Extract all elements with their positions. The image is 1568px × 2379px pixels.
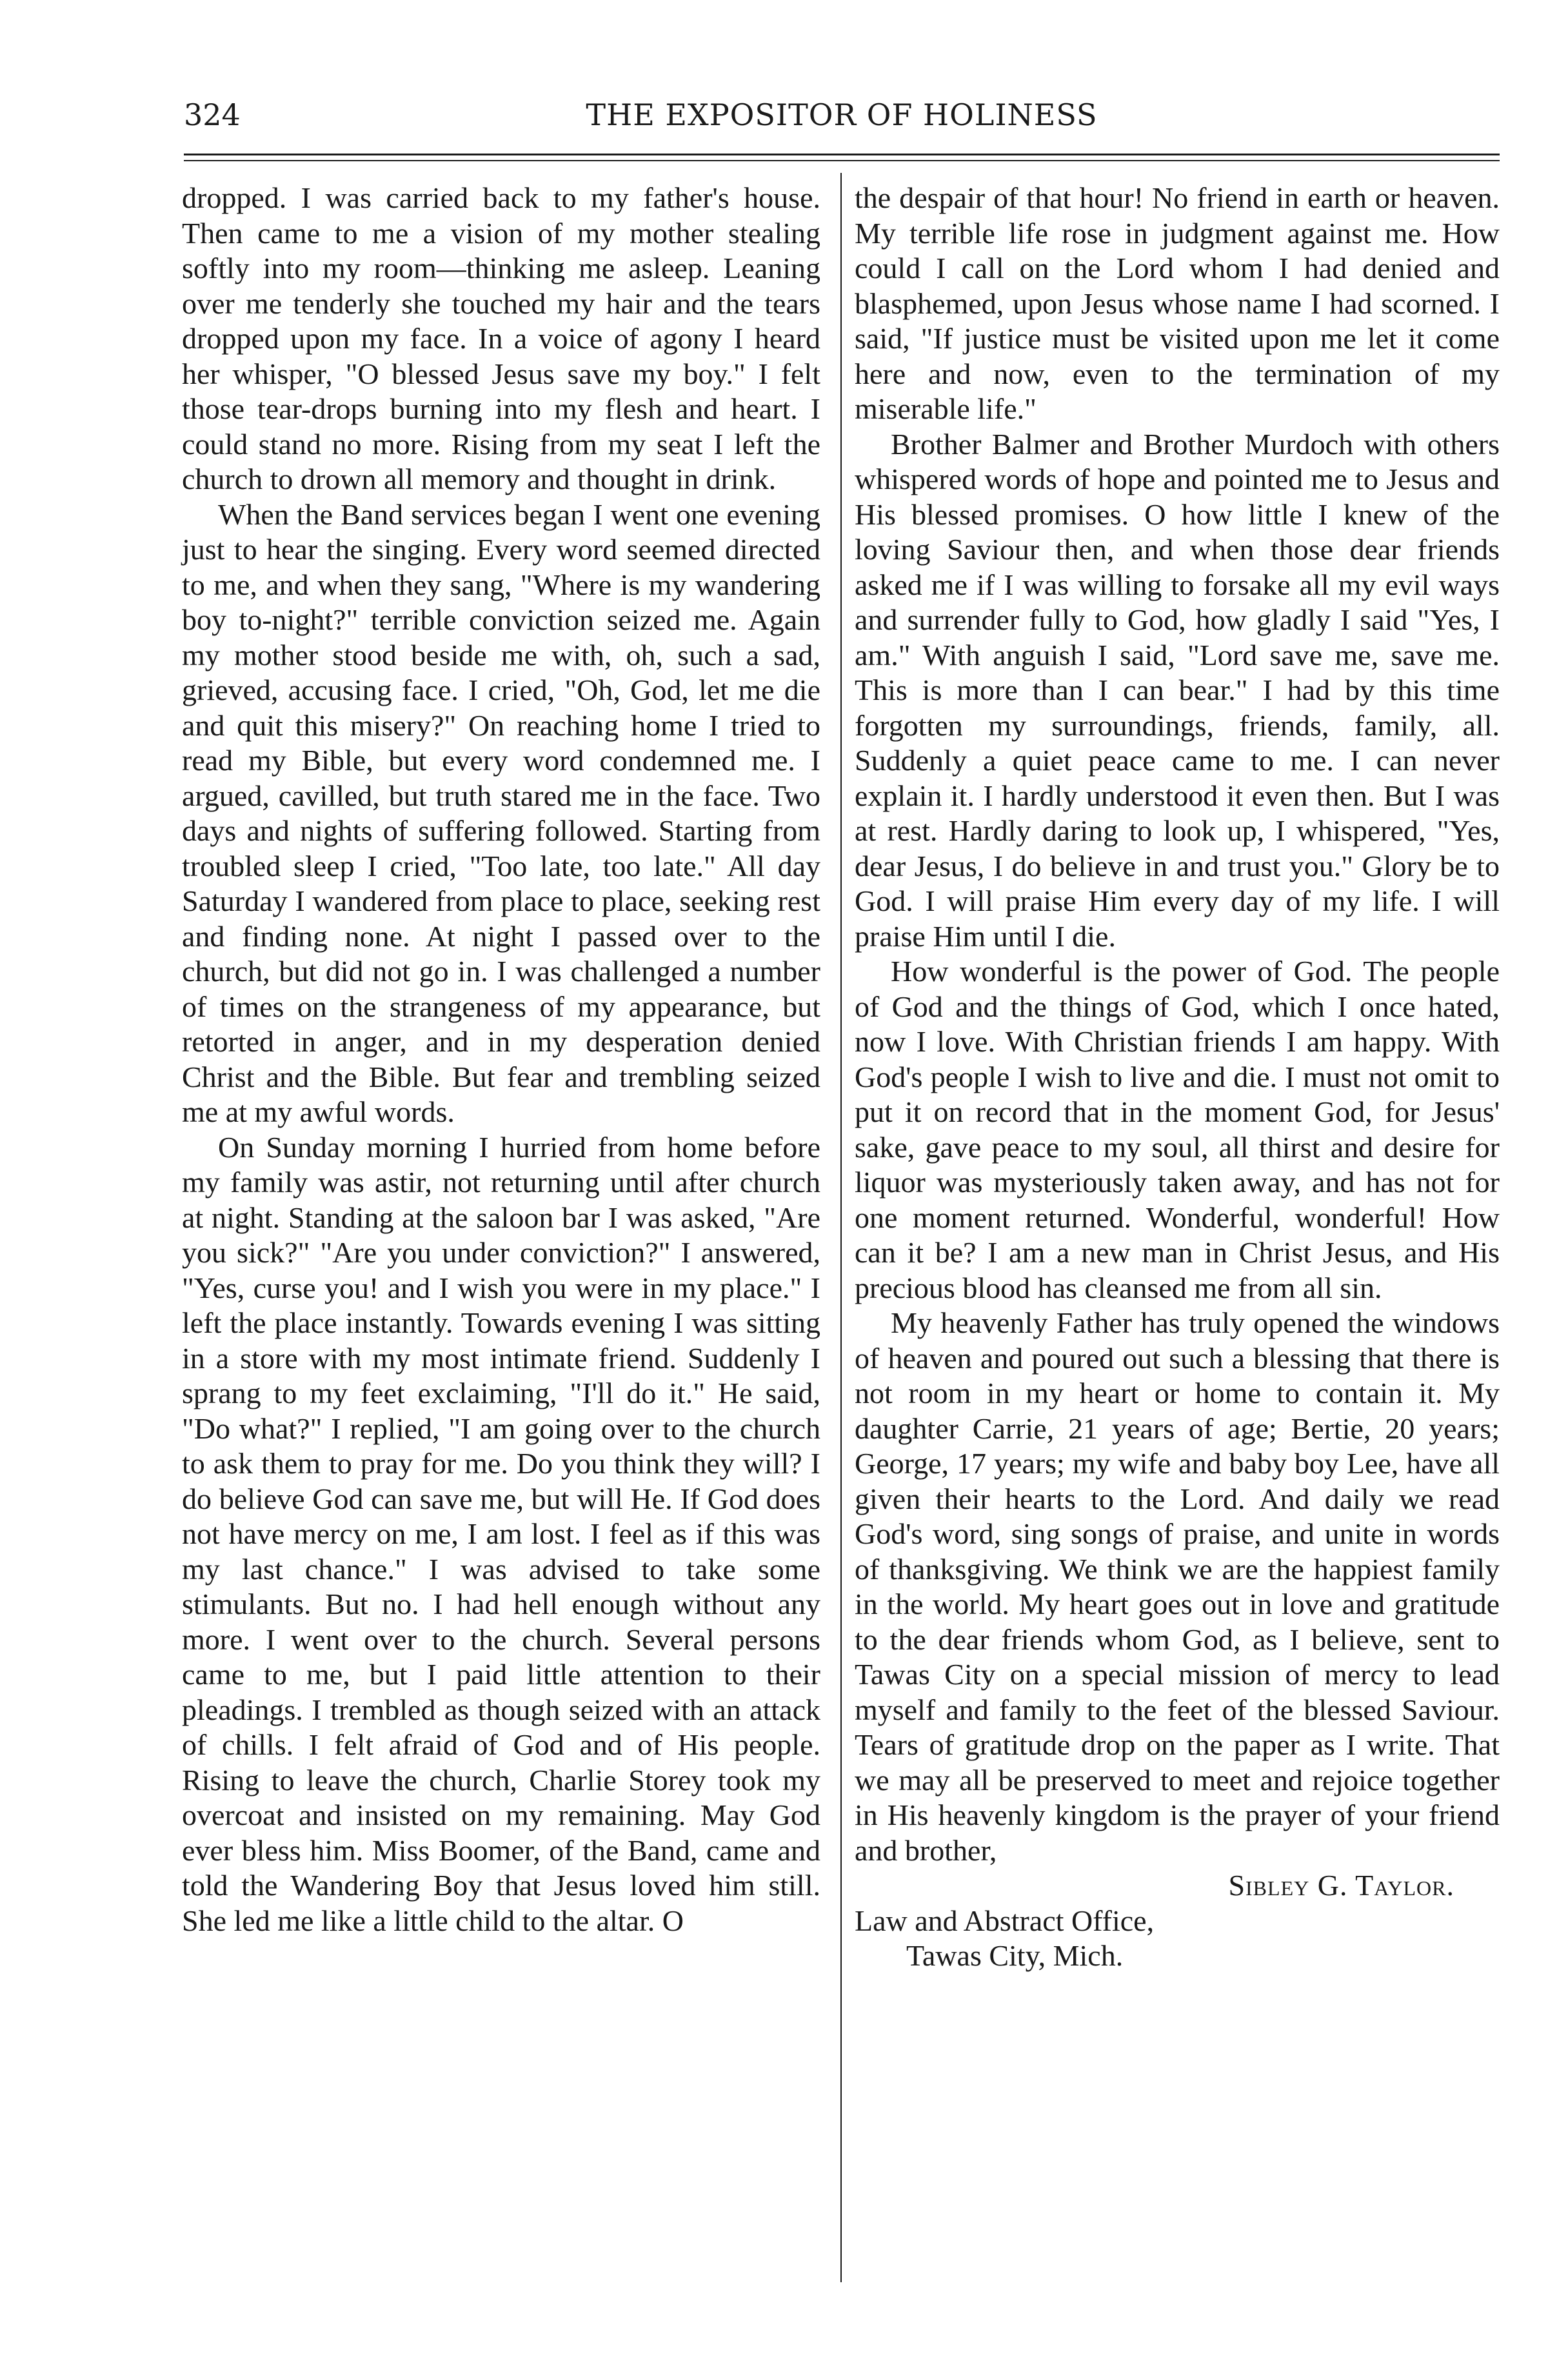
paragraph: the despair of that hour! No friend in earth or heaven. My terrible life rose in judgment against me. How could I call on the Lord whom I had denied and blasphemed, upon Jesus whose name I had scorned. I said, "If justice must be visited upon me let it come here and now, even to the termination of my miserable life." — [855, 181, 1500, 425]
paragraph: When the Band services began I went one evening just to hear the singing. Every word seemed directed to me, and when they sang, "Where is my wandering boy to-night?" terrible conviction seized me. Again my mother stood beside me with, oh, such a sad, grieved, accusing face. I cried, "Oh, God, let me die and quit this misery?" On reaching home I tried to read my Bible, but every word condemned me. I argued, cavilled, but truth stared me in the face. Two days and nights of suffering followed. Starting from troubled sleep I cried, "Too late, too late." All day Saturday I wandered from place to place, seeking rest and finding none. At night I passed over to the church, but did not go in. I was challenged a number of times on the strangeness of my appearance, but retorted in anger, and in my desperation denied Christ and the Bible. But fear and trembling seized me at my awful words. — [182, 497, 820, 1128]
column-divider — [840, 173, 842, 2282]
header-rule-bottom — [184, 160, 1500, 161]
paragraph: On Sunday morning I hurried from home before my family was astir, not returning until after church at night. Standing at the saloon bar I was asked, "Are you sick?" "Are you under conviction?" I answered, "Yes, curse you! and I wish you were in my place." I left the place instantly. Towards evening I was sitting in a store with my most intimate friend. Suddenly I sprang to my feet exclaiming, "I'll do it." He said, "Do what?" I replied, "I am going over to the church to ask them to pray for me. Do you think they will? I do believe God can save me, but will He. If God does not have mercy on me, I am lost. I feel as if this was my last chance." I was advised to take some stimulants. But no. I had hell enough without any more. I went over to the church. Several persons came to me, but I paid little attention to their pleadings. I trembled as though seized with an attack of chills. I felt afraid of God and of His people. Rising to leave the church, Charlie Storey took my overcoat and insisted on my remaining. May God ever bless him. Miss Boomer, of the Band, came and told the Wandering Boy that Jesus loved him still. She led me like a little child to the altar. O — [182, 1130, 820, 1937]
signature: Sibley G. Taylor. — [1228, 1869, 1454, 1902]
address-line: Tawas City, Mich. — [906, 1939, 1124, 1972]
left-column — [182, 181, 820, 1938]
paragraph: My heavenly Father has truly opened the windows of heaven and poured out such a blessing that there is not room in my heart or home to contain it. My daughter Carrie, 21 years of age; Bertie, 20 years; George, 17 years; my wife and baby boy Lee, have all given their hearts to the Lord. And daily we read God's word, sing songs of praise, and unite in words of thanksgiving. We think we are the happiest family in the world. My heart goes out in love and gratitude to the dear friends whom God, as I believe, sent to Tawas City on a special mission of mercy to lead myself and family to the feet of the blessed Saviour. Tears of gratitude drop on the paper as I write. That we may all be preserved to meet and rejoice together in His heavenly kingdom is the prayer of your friend and brother, — [855, 1306, 1500, 1867]
running-title: THE EXPOSITOR OF HOLINESS — [586, 97, 1098, 132]
page-header — [184, 94, 1500, 145]
paragraph: dropped. I was carried back to my father's house. Then came to me a vision of my mother stealing softly into my room—thinking me asleep. Leaning over me tenderly she touched my hair and the tears dropped upon my face. In a voice of agony I heard her whisper, "O blessed Jesus save my boy." I felt those tear-drops burning into my flesh and heart. I could stand no more. Rising from my seat I left the church to drown all memory and thought in drink. — [182, 181, 820, 495]
header-rule-top — [184, 154, 1500, 155]
page-number: 324 — [184, 97, 241, 132]
right-column — [855, 181, 1500, 1974]
paragraph: How wonderful is the power of God. The people of God and the things of God, which I once hated, now I love. With Christian friends I am happy. With God's people I wish to live and die. I must not omit to put it on record that in the moment God, for Jesus' sake, gave peace to my soul, all thirst and desire for liquor was mysteriously taken away, and has not for one moment returned. Wonderful, wonderful! How can it be? I am a new man in Christ Jesus, and His precious blood has cleansed me from all sin. — [855, 955, 1500, 1304]
address-line: Law and Abstract Office, — [855, 1904, 1155, 1937]
paragraph: Brother Balmer and Brother Murdoch with others whispered words of hope and pointed me to Jesus and His blessed promises. O how little I knew of the loving Saviour then, and when those dear friends asked me if I was willing to forsake all my evil ways and surrender fully to God, how gladly I said "Yes, I am." With anguish I said, "Lord save me, save me. This is more than I can bear." I had by this time forgotten my surroundings, friends, family, all. Suddenly a quiet peace came to me. I can never explain it. I hardly understood it even then. But I was at rest. Hardly daring to look up, I whispered, "Yes, dear Jesus, I do believe in and trust you." Glory be to God. I will praise Him every day of my life. I will praise Him until I die. — [855, 427, 1500, 953]
